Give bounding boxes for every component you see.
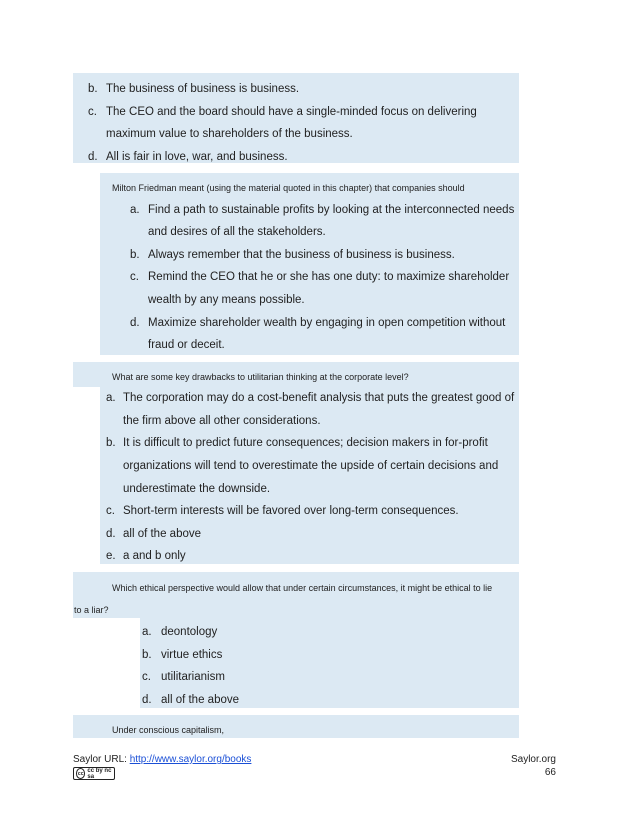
choice-text: deontology	[161, 626, 218, 638]
choice-text: Remind the CEO that he or she has one duty: to maximize shareholder	[148, 271, 510, 283]
choice-label: b.	[106, 437, 116, 449]
question-text: Which ethical perspective would allow that under certain circumstances, it might be ethical to lie	[112, 583, 493, 593]
choice-label: e.	[106, 550, 116, 562]
choice-text-continued: and desires of all the stakeholders.	[148, 226, 326, 238]
choice-text: It is difficult to predict future consequences; decision makers in for-profit	[123, 437, 488, 449]
choice-text: The corporation may do a cost-benefit analysis that puts the greatest good of	[123, 392, 515, 404]
choice-label: c.	[130, 271, 139, 283]
choice-text: All is fair in love, war, and business.	[106, 151, 288, 163]
question-block-4	[73, 572, 519, 618]
choice-text: Find a path to sustainable profits by looking at the interconnected needs	[148, 204, 515, 216]
choice-label: a.	[106, 392, 116, 404]
choice-text: The CEO and the board should have a single-minded focus on delivering	[106, 106, 477, 118]
footer-site: Saylor.org	[510, 754, 556, 765]
choice-label: a.	[130, 204, 140, 216]
choice-label: c.	[142, 671, 151, 683]
choice-text-continued: underestimate the downside.	[123, 483, 271, 495]
footer-url-prefix: Saylor URL:	[73, 754, 127, 765]
choice-label: d.	[106, 528, 116, 540]
footer-url-link[interactable]: http://www.saylor.org/books	[129, 754, 252, 765]
page-number: 66	[544, 767, 556, 778]
license-badge-text: cc by nc sa	[87, 767, 112, 780]
choice-text-continued: the firm above all other considerations.	[123, 415, 321, 427]
choice-text: virtue ethics	[161, 649, 223, 661]
choice-text: utilitarianism	[161, 671, 225, 683]
cc-icon: cc	[76, 768, 85, 779]
choice-text: all of the above	[161, 694, 240, 706]
choice-text-continued: maximum value to shareholders of the business.	[106, 128, 353, 140]
choice-label: b.	[142, 649, 152, 661]
choice-label: a.	[142, 626, 152, 638]
question-text: Milton Friedman meant (using the material quoted in this chapter) that companies should	[112, 183, 465, 193]
choice-text: The business of business is business.	[106, 83, 300, 95]
question-text-continued: to a liar?	[74, 605, 109, 615]
choice-text-continued: fraud or deceit.	[148, 339, 225, 351]
choice-text: Always remember that the business of business is business.	[148, 249, 455, 261]
choice-text: a and b only	[123, 550, 186, 562]
choice-label: b.	[88, 83, 98, 95]
question-text: Under conscious capitalism,	[112, 725, 225, 735]
choice-label: c.	[106, 505, 115, 517]
choice-text-continued: organizations will tend to overestimate the upside of certain decisions and	[123, 460, 499, 472]
choice-label: d.	[88, 151, 98, 163]
choice-text: Short-term interests will be favored over long-term consequences.	[123, 505, 459, 517]
choice-text: Maximize shareholder wealth by engaging in open competition without	[148, 317, 506, 329]
choice-label: d.	[142, 694, 152, 706]
footer-url-line	[73, 754, 251, 766]
choice-label: d.	[130, 317, 140, 329]
choice-text: all of the above	[123, 528, 202, 540]
question-text: What are some key drawbacks to utilitarian thinking at the corporate level?	[112, 372, 409, 382]
choice-text-continued: wealth by any means possible.	[148, 294, 305, 306]
creative-commons-badge	[73, 767, 115, 780]
choice-label: b.	[130, 249, 140, 261]
choice-label: c.	[88, 106, 97, 118]
